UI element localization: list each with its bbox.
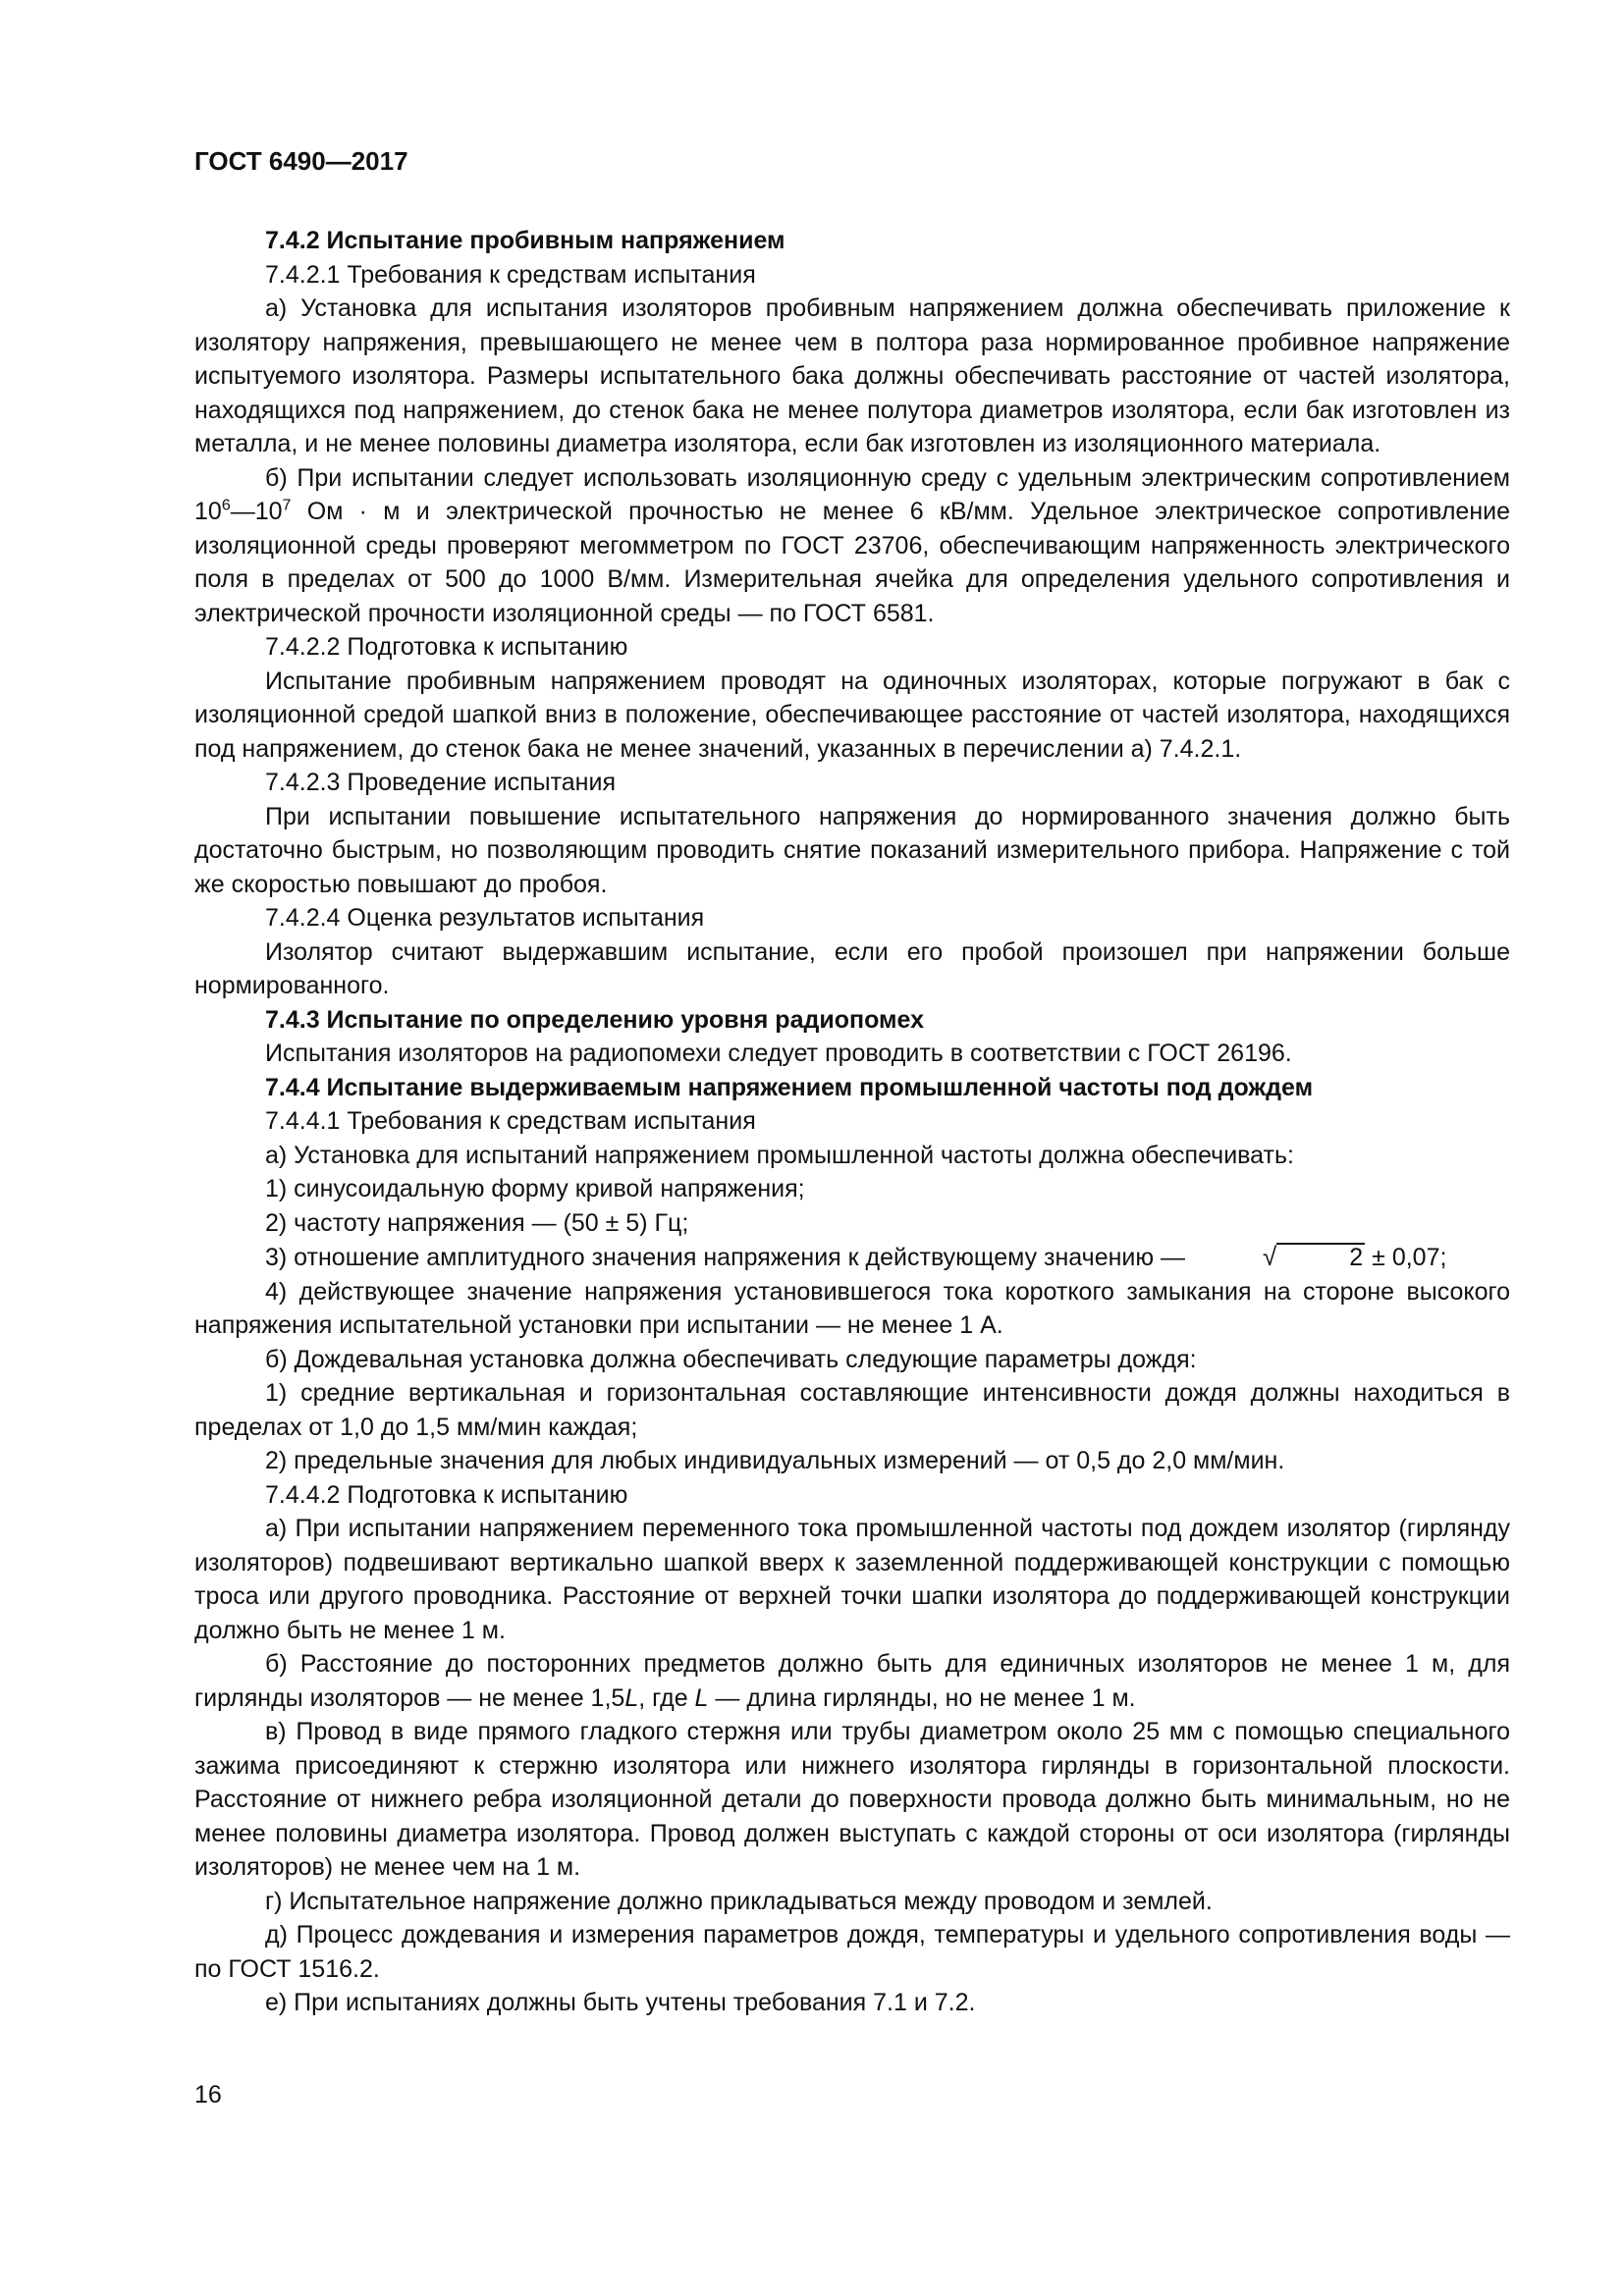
- subsection-heading: 7.4.2.3 Проведение испытания: [265, 769, 616, 796]
- subsection-heading: 7.4.4.1 Требования к средствам испытания: [265, 1107, 756, 1135]
- list-item: 2) предельные значения для любых индивидуальных измерений — от 0,5 до 2,0 мм/мин.: [265, 1447, 1285, 1474]
- list-item: 4) действующее значение напряжения установившегося тока короткого замыкания на стороне высокого напряжения испытательной установки при испытании — не менее 1 А.: [194, 1277, 1510, 1339]
- list-item-sqrt: [194, 1240, 1510, 1275]
- square-root: [1192, 1240, 1365, 1275]
- subsection-heading: 7.4.4.2 Подготовка к испытанию: [265, 1480, 628, 1509]
- variable-L: L: [694, 1683, 709, 1712]
- text-run: , где: [638, 1683, 695, 1712]
- subsection-heading: 7.4.2.2 Подготовка к испытанию: [265, 633, 628, 661]
- paragraph: Испытание пробивным напряжением проводят на одиночных изоляторах, которые погружают в бак с изоляционной средой шапкой вниз в положение, обеспечивающее расстояние от частей изолятора, находящихся под напряжением, до стенок бака не менее значений, указанных в перечислении а) 7.4.2.1.: [194, 667, 1510, 763]
- subsection-heading: 7.4.2.1 Требования к средствам испытания: [265, 260, 756, 289]
- paragraph: При испытании повышение испытательного напряжения до нормированного значения должно быть достаточно быстрым, но позволяющим проводить снятие показаний измерительного прибора. Напряжение с той же скоростью повышают до пробоя.: [194, 802, 1510, 898]
- text-run: 3) отношение амплитудного значения напряжения к действующему значению —: [265, 1244, 1193, 1271]
- superscript: 6: [221, 497, 231, 514]
- document-body: [194, 224, 1510, 2020]
- list-item: а) Установка для испытаний напряжением промышленной частоты должна обеспечивать:: [265, 1141, 1294, 1169]
- paragraph: Изолятор считают выдержавшим испытание, если его пробой произошел при напряжении больше нормированного.: [194, 937, 1510, 999]
- section-heading-7-4-2: 7.4.2 Испытание пробивным напряжением: [265, 227, 785, 254]
- text-run: Ом · м и электрической прочностью не менее 6 кВ/мм. Удельное электрическое сопротивление изоляционной среды проверяют мегомметром по ГОСТ 23706, обеспечивающим напряженность электрического поля в пределах от 500 до 1000 В/мм. Измерительная ячейка для определения удельного сопротивления и электрической прочности изоляционной среды — по ГОСТ 6581.: [194, 498, 1510, 627]
- list-item: а) При испытании напряжением переменного тока промышленной частоты под дождем изолятор (гирлянду изоляторов) подвешивают вертикально шапкой вверх к заземленной поддерживающей конструкции с помощью троса или другого проводника. Расстояние от верхней точки шапки изолятора до поддерживающей конструкции должно быть не менее 1 м.: [194, 1515, 1510, 1644]
- list-item-distance: [194, 1647, 1510, 1715]
- paragraph: а) Установка для испытания изоляторов пробивным напряжением должна обеспечивать приложение к изолятору напряжения, превышающего не менее чем в полтора раза нормированное пробивное напряжение испытуемого изолятора. Размеры испытательного бака должны обеспечивать расстояние от частей изолятора, находящихся под напряжением, до стенок бака не менее полутора диаметров изолятора, если бак изготовлен из металла, и не менее половины диаметра изолятора, если бак изготовлен из изоляционного материала.: [194, 294, 1510, 457]
- superscript: 7: [282, 497, 292, 514]
- text-run: б) При испытании следует использовать изоляционную среду с удельным электрическим сопротивлением 10: [194, 463, 1510, 525]
- text-run: ± 0,07;: [1365, 1244, 1447, 1271]
- list-item: 1) средние вертикальная и горизонтальная составляющие интенсивности дождя должны находиться в пределах от 1,0 до 1,5 мм/мин каждая;: [194, 1379, 1510, 1441]
- list-item: 1) синусоидальную форму кривой напряжения;: [265, 1175, 805, 1202]
- text-run: — длина гирлянды, но не менее 1 м.: [708, 1683, 1136, 1712]
- text-run: б) Расстояние до посторонних предметов должно быть для единичных изоляторов не менее 1 м, для гирлянды изоляторов — не менее 1,5: [194, 1650, 1510, 1712]
- list-item: д) Процесс дождевания и измерения параметров дождя, температуры и удельного сопротивления воды — по ГОСТ 1516.2.: [194, 1921, 1510, 1983]
- list-item: в) Провод в виде прямого гладкого стержня или трубы диаметром около 25 мм с помощью специального зажима присоединяют к стержню изолятора или нижнего изолятора гирлянды в горизонтальной плоскости. Расстояние от нижнего ребра изоляционной детали до поверхности провода должно быть минимальным, но не менее половины диаметра изолятора. Провод должен выступать с каждой стороны от оси изолятора (гирлянды изоляторов) не менее чем на 1 м.: [194, 1718, 1510, 1881]
- text-run: —10: [230, 498, 283, 525]
- list-item: е) При испытаниях должны быть учтены требования 7.1 и 7.2.: [265, 1989, 976, 2016]
- list-item: б) Дождевальная установка должна обеспечивать следующие параметры дождя:: [265, 1345, 1197, 1373]
- paragraph-resistance: [194, 461, 1510, 631]
- document-header: ГОСТ 6490—2017: [194, 146, 408, 176]
- paragraph: Испытания изоляторов на радиопомехи следует проводить в соответствии с ГОСТ 26196.: [265, 1040, 1292, 1067]
- radicand: 2: [1276, 1243, 1365, 1272]
- section-heading-7-4-3: 7.4.3 Испытание по определению уровня радиопомех: [265, 1005, 925, 1034]
- page-number: 16: [194, 2081, 222, 2109]
- subsection-heading: 7.4.2.4 Оценка результатов испытания: [265, 904, 705, 932]
- radical-sign-icon: √: [1263, 1242, 1277, 1271]
- variable-L: L: [624, 1683, 639, 1712]
- list-item: г) Испытательное напряжение должно прикладываться между проводом и землей.: [265, 1887, 1213, 1915]
- list-item: 2) частоту напряжения — (50 ± 5) Гц;: [265, 1208, 689, 1237]
- section-heading-7-4-4: 7.4.4 Испытание выдерживаемым напряжением промышленной частоты под дождем: [265, 1073, 1314, 1101]
